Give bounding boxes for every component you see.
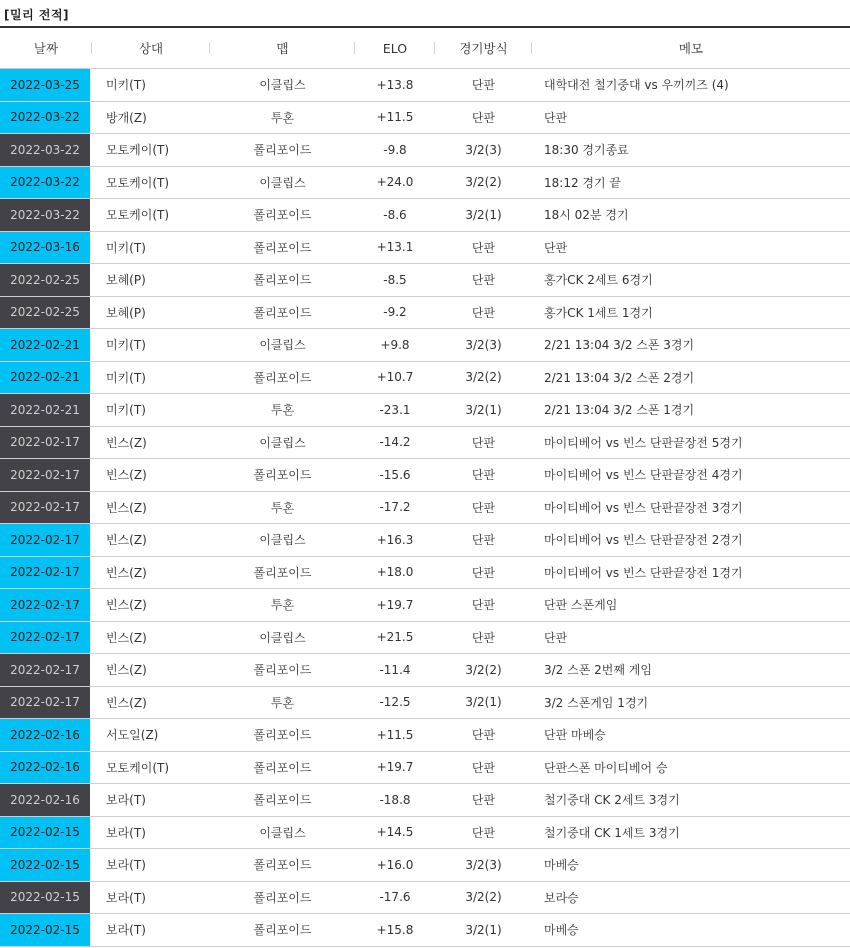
opponent-cell: 보라(T): [106, 793, 146, 808]
mode-cell: 단판: [471, 435, 496, 450]
column-header-opponent: 상대: [92, 39, 210, 57]
map-cell: 이클립스: [259, 533, 306, 548]
table-row: [0, 69, 850, 102]
mode-cell: 3/2(1): [465, 207, 502, 222]
memo-cell: 마이티베어 vs 빈스 단판끝장전 2경기: [544, 533, 743, 548]
mode-cell: 3/2(2): [465, 662, 502, 677]
elo-cell: -8.5: [383, 272, 407, 287]
mode-cell: 단판: [471, 630, 496, 645]
elo-cell: -17.2: [379, 500, 411, 515]
mode-cell: 단판: [471, 793, 496, 808]
opponent-cell: 미키(T): [106, 240, 146, 255]
date-cell: 2022-02-17: [0, 459, 90, 491]
elo-cell: -11.4: [379, 662, 411, 677]
memo-cell: 홍가CK 2세트 6경기: [544, 273, 653, 288]
opponent-cell: 빈스(Z): [106, 565, 147, 580]
mode-cell: 단판: [471, 305, 496, 320]
opponent-cell: 보라(T): [106, 890, 146, 905]
date-cell: 2022-02-16: [0, 752, 90, 784]
opponent-cell: 빈스(Z): [106, 500, 147, 515]
table-row: [0, 882, 850, 915]
memo-cell: 대학대전 철기중대 vs 우끼끼즈 (4): [544, 78, 729, 93]
mode-cell: 단판: [471, 240, 496, 255]
memo-cell: 마이티베어 vs 빈스 단판끝장전 4경기: [544, 468, 743, 483]
table-row: [0, 784, 850, 817]
map-cell: 이클립스: [259, 630, 306, 645]
date-cell: 2022-02-25: [0, 297, 90, 329]
table-row: [0, 362, 850, 395]
date-cell: 2022-02-15: [0, 849, 90, 881]
elo-cell: +24.0: [376, 175, 414, 190]
opponent-cell: 미키(T): [106, 370, 146, 385]
elo-cell: +11.5: [376, 727, 414, 742]
map-cell: 폴리포이드: [253, 793, 312, 808]
elo-cell: +19.7: [376, 597, 414, 612]
column-header-mode: 경기방식: [435, 39, 532, 57]
mode-cell: 단판: [471, 760, 496, 775]
date-cell: 2022-02-16: [0, 719, 90, 751]
elo-cell: +16.3: [376, 532, 414, 547]
memo-cell: 보라승: [544, 890, 579, 905]
table-row: [0, 849, 850, 882]
memo-cell: 18:30 경기종료: [544, 143, 629, 158]
elo-cell: -15.6: [379, 467, 411, 482]
opponent-cell: 미키(T): [106, 338, 146, 353]
opponent-cell: 빈스(Z): [106, 435, 147, 450]
table-row: [0, 102, 850, 135]
map-cell: 폴리포이드: [253, 143, 312, 158]
memo-cell: 철기중대 CK 1세트 3경기: [544, 825, 680, 840]
elo-cell: -12.5: [379, 695, 411, 710]
memo-cell: 단판: [544, 240, 568, 255]
date-cell: 2022-03-25: [0, 69, 90, 101]
mode-cell: 단판: [471, 825, 496, 840]
table-row: [0, 134, 850, 167]
memo-cell: 단판 스폰게임: [544, 598, 618, 613]
date-cell: 2022-02-17: [0, 687, 90, 719]
date-cell: 2022-03-22: [0, 102, 90, 134]
date-cell: 2022-02-21: [0, 362, 90, 394]
memo-cell: 18시 02분 경기: [544, 208, 629, 223]
memo-cell: 단판: [544, 630, 568, 645]
memo-cell: 3/2 스폰 2번째 게임: [544, 663, 652, 678]
opponent-cell: 방개(Z): [106, 110, 147, 125]
table-row: [0, 687, 850, 720]
map-cell: 폴리포이드: [253, 370, 312, 385]
table-row: [0, 459, 850, 492]
table-row: [0, 589, 850, 622]
map-cell: 폴리포이드: [253, 663, 312, 678]
opponent-cell: 보혜(P): [106, 273, 146, 288]
map-cell: 투혼: [270, 403, 295, 418]
mode-cell: 3/2(2): [465, 890, 502, 905]
table-row: [0, 622, 850, 655]
table-body: [0, 69, 850, 947]
column-header-elo: ELO: [355, 41, 435, 56]
elo-cell: +21.5: [376, 630, 414, 645]
memo-cell: 2/21 13:04 3/2 스폰 1경기: [544, 403, 695, 418]
map-cell: 투혼: [270, 598, 295, 613]
date-cell: 2022-03-22: [0, 134, 90, 166]
map-cell: 이클립스: [259, 175, 306, 190]
opponent-cell: 모토케이(T): [106, 208, 170, 223]
opponent-cell: 미키(T): [106, 78, 146, 93]
map-cell: 폴리포이드: [253, 923, 312, 938]
mode-cell: 단판: [471, 110, 496, 125]
date-cell: 2022-02-25: [0, 264, 90, 296]
mode-cell: 단판: [471, 598, 496, 613]
memo-cell: 마이티베어 vs 빈스 단판끝장전 1경기: [544, 565, 743, 580]
table-row: [0, 492, 850, 525]
date-cell: 2022-02-17: [0, 557, 90, 589]
table-row: [0, 752, 850, 785]
opponent-cell: 미키(T): [106, 403, 146, 418]
elo-cell: -8.6: [383, 207, 407, 222]
match-record-table: [0, 26, 850, 947]
opponent-cell: 빈스(Z): [106, 630, 147, 645]
table-row: [0, 557, 850, 590]
map-cell: 이클립스: [259, 338, 306, 353]
table-row: [0, 427, 850, 460]
table-row: [0, 199, 850, 232]
map-cell: 폴리포이드: [253, 240, 312, 255]
mode-cell: 단판: [471, 728, 496, 743]
elo-cell: +10.7: [376, 370, 414, 385]
memo-cell: 18:12 경기 끝: [544, 175, 621, 190]
date-cell: 2022-02-21: [0, 329, 90, 361]
elo-cell: +13.1: [376, 240, 414, 255]
opponent-cell: 보혜(P): [106, 305, 146, 320]
mode-cell: 단판: [471, 533, 496, 548]
memo-cell: 2/21 13:04 3/2 스폰 3경기: [544, 338, 695, 353]
mode-cell: 3/2(2): [465, 370, 502, 385]
section-title: [밀리 전적]: [4, 8, 70, 22]
map-cell: 폴리포이드: [253, 305, 312, 320]
table-row: [0, 167, 850, 200]
memo-cell: 3/2 스폰게임 1경기: [544, 695, 649, 710]
opponent-cell: 보라(T): [106, 858, 146, 873]
mode-cell: 3/2(3): [465, 857, 502, 872]
opponent-cell: 보라(T): [106, 923, 146, 938]
date-cell: 2022-02-16: [0, 784, 90, 816]
mode-cell: 3/2(2): [465, 175, 502, 190]
memo-cell: 단판: [544, 110, 568, 125]
elo-cell: -23.1: [379, 402, 411, 417]
date-cell: 2022-02-17: [0, 427, 90, 459]
map-cell: 폴리포이드: [253, 858, 312, 873]
column-header-map: 맵: [210, 39, 355, 57]
opponent-cell: 빈스(Z): [106, 663, 147, 678]
column-header-date: 날짜: [0, 39, 92, 57]
date-cell: 2022-02-21: [0, 394, 90, 426]
mode-cell: 3/2(3): [465, 337, 502, 352]
memo-cell: 마베승: [544, 858, 579, 873]
map-cell: 투혼: [270, 500, 295, 515]
table-row: [0, 524, 850, 557]
date-cell: 2022-02-15: [0, 882, 90, 914]
mode-cell: 3/2(1): [465, 922, 502, 937]
map-cell: 폴리포이드: [253, 273, 312, 288]
elo-cell: -9.8: [383, 142, 407, 157]
table-row: [0, 719, 850, 752]
mode-cell: 단판: [471, 565, 496, 580]
elo-cell: -17.6: [379, 890, 411, 905]
elo-cell: +19.7: [376, 760, 414, 775]
memo-cell: 마베승: [544, 923, 579, 938]
date-cell: 2022-03-22: [0, 167, 90, 199]
date-cell: 2022-03-16: [0, 232, 90, 264]
opponent-cell: 서도일(Z): [106, 728, 159, 743]
opponent-cell: 빈스(Z): [106, 468, 147, 483]
map-cell: 폴리포이드: [253, 468, 312, 483]
map-cell: 이클립스: [259, 825, 306, 840]
elo-cell: +13.8: [376, 77, 414, 92]
mode-cell: 단판: [471, 273, 496, 288]
opponent-cell: 빈스(Z): [106, 598, 147, 613]
table-row: [0, 232, 850, 265]
mode-cell: 3/2(1): [465, 402, 502, 417]
elo-cell: +16.0: [376, 857, 414, 872]
date-cell: 2022-03-22: [0, 199, 90, 231]
map-cell: 폴리포이드: [253, 760, 312, 775]
opponent-cell: 빈스(Z): [106, 695, 147, 710]
mode-cell: 3/2(1): [465, 695, 502, 710]
date-cell: 2022-02-17: [0, 654, 90, 686]
elo-cell: -14.2: [379, 435, 411, 450]
date-cell: 2022-02-17: [0, 589, 90, 621]
elo-cell: +11.5: [376, 110, 414, 125]
date-cell: 2022-02-15: [0, 817, 90, 849]
table-row: [0, 817, 850, 850]
date-cell: 2022-02-17: [0, 622, 90, 654]
mode-cell: 3/2(3): [465, 142, 502, 157]
map-cell: 폴리포이드: [253, 890, 312, 905]
memo-cell: 홍가CK 1세트 1경기: [544, 305, 653, 320]
opponent-cell: 모토케이(T): [106, 143, 170, 158]
map-cell: 폴리포이드: [253, 728, 312, 743]
map-cell: 이클립스: [259, 78, 306, 93]
table-row: [0, 264, 850, 297]
memo-cell: 단판 마베승: [544, 728, 606, 743]
map-cell: 투혼: [270, 110, 295, 125]
map-cell: 투혼: [270, 695, 295, 710]
date-cell: 2022-02-17: [0, 492, 90, 524]
elo-cell: +14.5: [376, 825, 414, 840]
mode-cell: 단판: [471, 500, 496, 515]
table-row: [0, 394, 850, 427]
opponent-cell: 빈스(Z): [106, 533, 147, 548]
memo-cell: 2/21 13:04 3/2 스폰 2경기: [544, 370, 695, 385]
date-cell: 2022-02-17: [0, 524, 90, 556]
mode-cell: 단판: [471, 468, 496, 483]
elo-cell: +18.0: [376, 565, 414, 580]
table-row: [0, 329, 850, 362]
table-row: [0, 654, 850, 687]
elo-cell: -9.2: [383, 305, 407, 320]
opponent-cell: 모토케이(T): [106, 175, 170, 190]
mode-cell: 단판: [471, 78, 496, 93]
elo-cell: +9.8: [380, 337, 410, 352]
table-header: [0, 26, 850, 69]
memo-cell: 마이티베어 vs 빈스 단판끝장전 5경기: [544, 435, 743, 450]
map-cell: 이클립스: [259, 435, 306, 450]
memo-cell: 철기중대 CK 2세트 3경기: [544, 793, 680, 808]
memo-cell: 단판스폰 마이티베어 승: [544, 760, 668, 775]
table-row: [0, 914, 850, 947]
opponent-cell: 보라(T): [106, 825, 146, 840]
memo-cell: 마이티베어 vs 빈스 단판끝장전 3경기: [544, 500, 743, 515]
elo-cell: -18.8: [379, 792, 411, 807]
opponent-cell: 모토케이(T): [106, 760, 170, 775]
date-cell: 2022-02-15: [0, 914, 90, 946]
elo-cell: +15.8: [376, 922, 414, 937]
table-row: [0, 297, 850, 330]
map-cell: 폴리포이드: [253, 208, 312, 223]
map-cell: 폴리포이드: [253, 565, 312, 580]
column-header-memo: 메모: [678, 41, 704, 56]
